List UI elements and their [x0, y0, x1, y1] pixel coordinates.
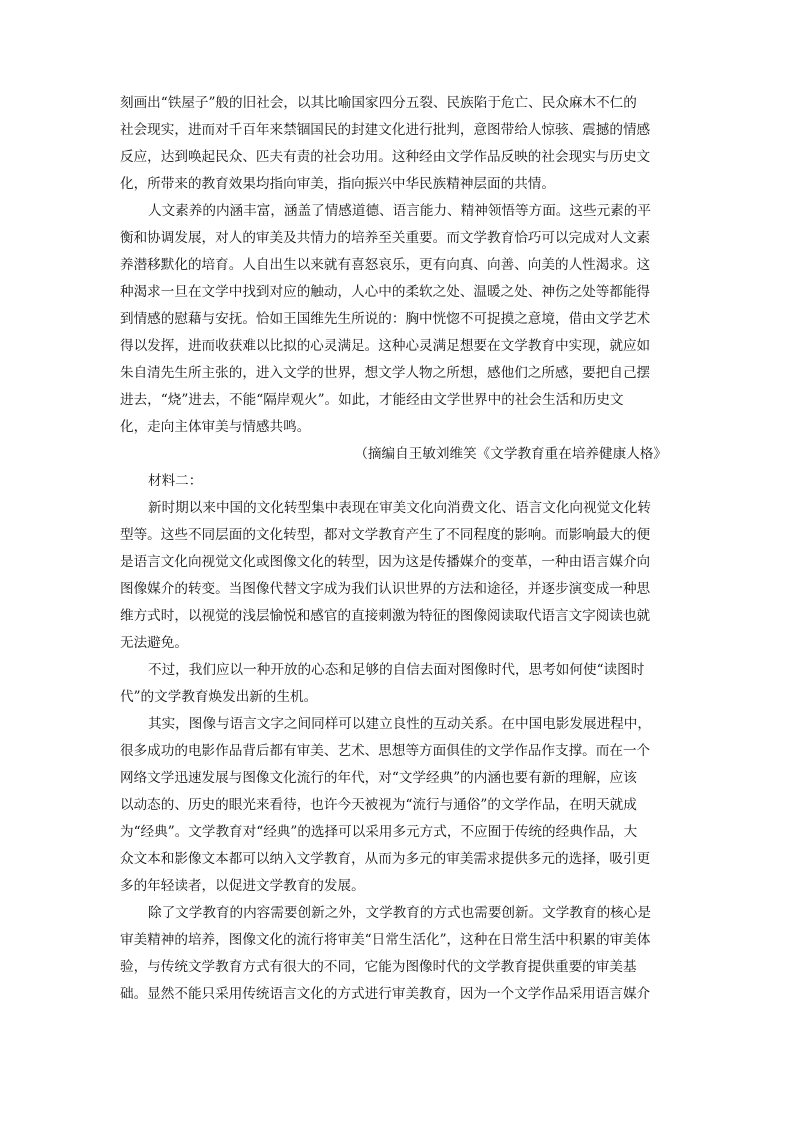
text-line: 很多成功的电影作品背后都有审美、艺术、思想等方面俱佳的文学作品作支撑。而在一个: [120, 743, 651, 759]
text-line: 其实，图像与语言文字之间同样可以建立良性的互动关系。在中国电影发展进程中，: [148, 716, 651, 732]
text-line: 审美精神的培养，图像文化的流行将审美“日常生活化”，这种在日常生活中积累的审美体: [120, 932, 651, 948]
text-line: 无法避免。: [120, 635, 188, 651]
text-line: 人文素养的内涵丰富，涵盖了情感道德、语言能力、精神领悟等方面。这些元素的平: [148, 203, 651, 219]
text-line: 到情感的慰藉与安抚。恰如王国维先生所说的：胸中恍惚不可捉摸之意境，借由文学艺术: [120, 311, 651, 327]
document-page: [120, 90, 675, 1008]
text-line: 验，与传统文学教育方式有很大的不同，它能为图像时代的文学教育提供重要的审美基: [120, 959, 637, 975]
text-line: 种渴求一旦在文学中找到对应的触动，人心中的柔软之处、温暖之处、神伤之处等都能得: [120, 284, 651, 300]
text-line: 进去，“烧”进去，不能“隔岸观火”。如此，才能经由文学世界中的社会生活和历史文: [120, 392, 624, 408]
text-line: 养潜移默化的培育。人自出生以来就有喜怒哀乐，更有向真、向善、向美的人性渴求。这: [120, 257, 651, 273]
text-line: 社会现实，进而对千百年来禁锢国民的封建文化进行批判，意图带给人惊骇、震撼的情感: [120, 122, 651, 138]
text-line: 化，所带来的教育效果均指向审美，指向振兴中华民族精神层面的共情。: [120, 176, 555, 192]
text-line: 反应，达到唤起民众、匹夫有责的社会功用。这种经由文学作品反映的社会现实与历史文: [120, 149, 651, 165]
text-line: 衡和协调发展，对人的审美及共情力的培养至关重要。而文学教育恰巧可以完成对人文素: [120, 230, 651, 246]
text-line: 是语言文化向视觉文化或图像文化的转型，因为这是传播媒介的变革，一种由语言媒介向: [120, 554, 651, 570]
text-line: 新时期以来中国的文化转型集中表现在审美文化向消费文化、语言文化向视觉文化转: [148, 500, 651, 516]
text-line: 以动态的、历史的眼光来看待，也许今天被视为“流行与通俗”的文学作品，在明天就成: [120, 797, 637, 813]
text-line: 得以发挥，进而收获难以比拟的心灵满足。这种心灵满足想要在文学教育中实现，就应如: [120, 338, 651, 354]
text-line: 多的年轻读者，以促进文学教育的发展。: [120, 878, 365, 894]
text-line: 维方式时，以视觉的浅层愉悦和感官的直接刺激为特征的图像阅读取代语言文字阅读也就: [120, 608, 651, 624]
text-line: 型等。这些不同层面的文化转型，都对文学教育产生了不同程度的影响。而影响最大的便: [120, 527, 651, 543]
text-line: 础。显然不能只采用传统语言文化的方式进行审美教育，因为一个文学作品采用语言媒介: [120, 986, 651, 1002]
text-line: 化，走向主体审美与情感共鸣。: [120, 419, 311, 435]
text-line: 代”的文学教育焕发出新的生机。: [120, 689, 318, 705]
text-line: 众文本和影像文本都可以纳入文学教育，从而为多元的审美需求提供多元的选择，吸引更: [120, 851, 651, 867]
source-citation: （摘编自王敏刘维笑《文学教育重在培养健康人格》: [354, 446, 667, 462]
section-heading: 材料二：: [148, 473, 203, 489]
text-line: 图像媒介的转变。当图像代替文字成为我们认识世界的方法和途径，并逐步演变成一种思: [120, 581, 651, 597]
text-line: 为“经典”。文学教育对“经典”的选择可以采用多元方式，不应囿于传统的经典作品，大: [120, 824, 638, 840]
text-line: 除了文学教育的内容需要创新之外，文学教育的方式也需要创新。文学教育的核心是: [148, 905, 651, 921]
text-line: 朱自清先生所主张的，进入文学的世界，想文学人物之所想，感他们之所感，要把自己摆: [120, 365, 651, 381]
text-line: 网络文学迅速发展与图像文化流行的年代，对“文学经典”的内涵也要有新的理解，应该: [120, 770, 637, 786]
text-line: 刻画出“铁屋子”般的旧社会，以其比喻国家四分五裂、民族陷于危亡、民众麻木不仁的: [120, 95, 637, 111]
text-line: 不过，我们应以一种开放的心态和足够的自信去面对图像时代，思考如何使“读图时: [148, 662, 645, 678]
